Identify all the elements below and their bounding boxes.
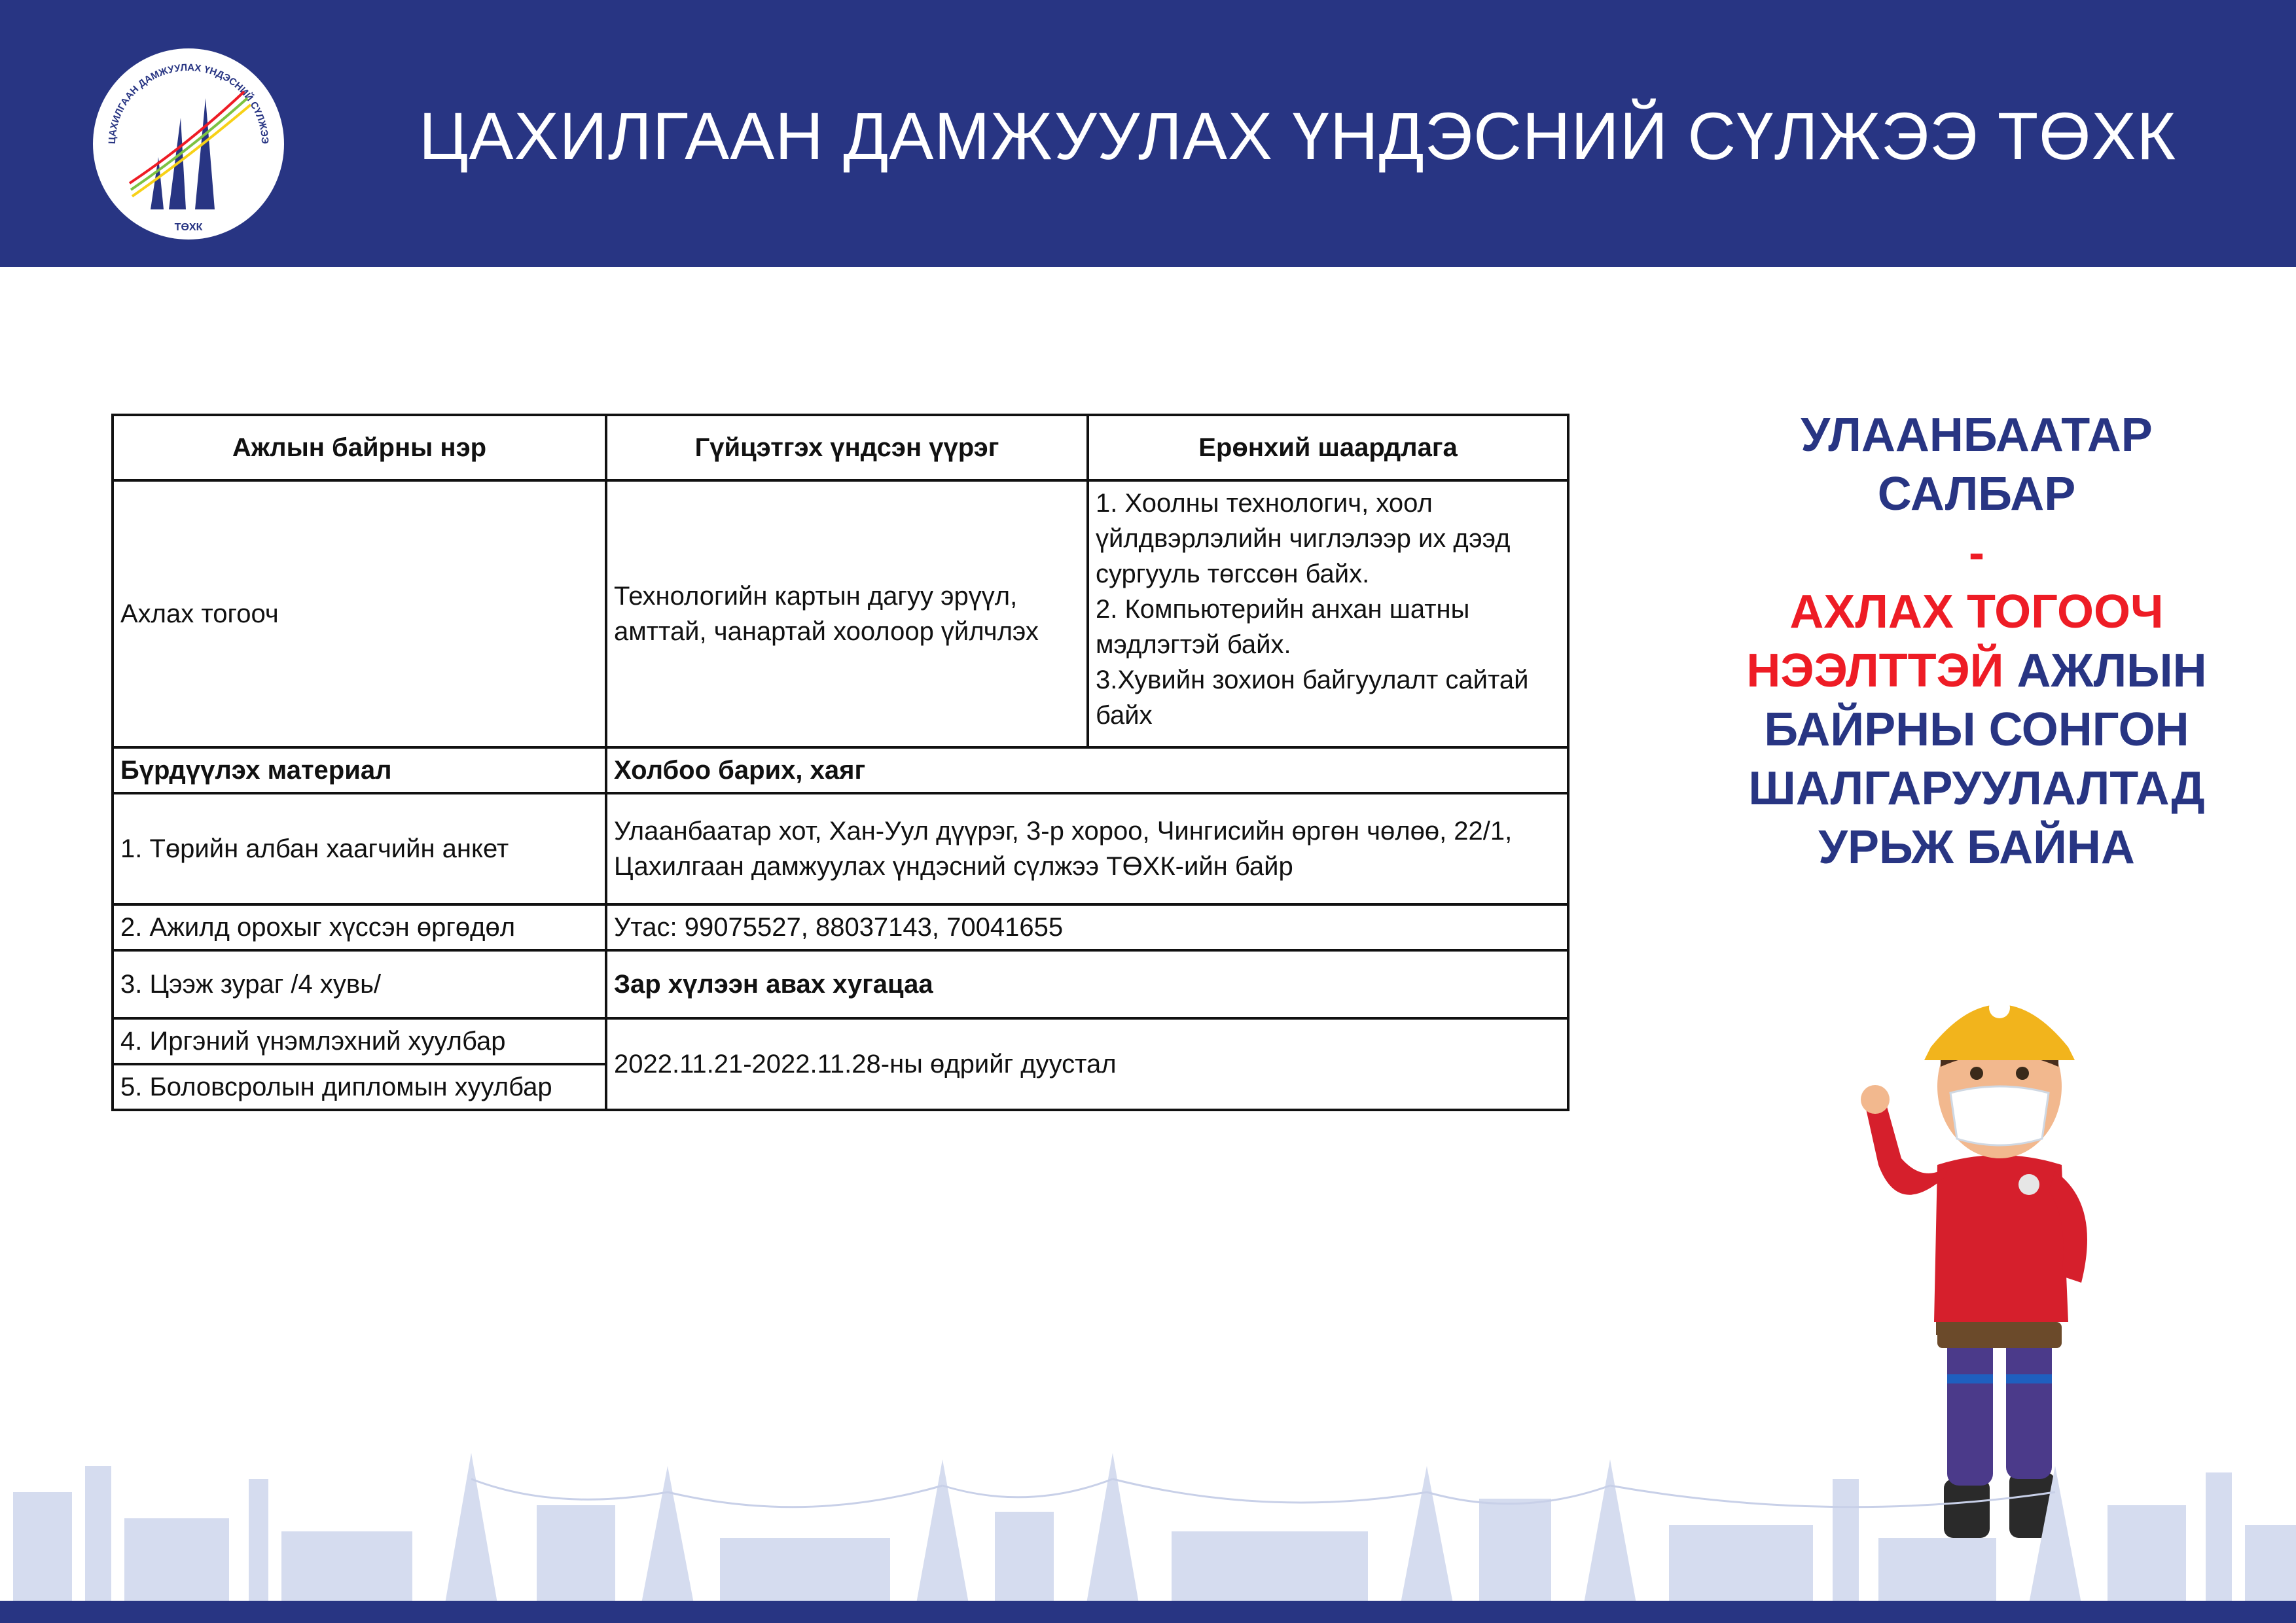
city-skyline-decoration: [0, 1440, 2296, 1603]
column-header-duties: Гүйцэтгэх үндсэн үүрэг: [606, 415, 1088, 480]
material-item: 2. Ажилд орохыг хүссэн өргөдөл: [113, 904, 606, 950]
headline-rest-4: УРЬЖ БАЙНА: [1818, 821, 2135, 874]
table-row: [113, 950, 1568, 1018]
logo-ring-text: ЦАХИЛГААН ДАМЖУУЛАХ ҮНДЭСНИЙ СҮЛЖЭЭ: [106, 62, 271, 145]
contact-header: Холбоо барих, хаяг: [606, 747, 1568, 793]
headline-open-word: НЭЭЛТТЭЙ: [1746, 645, 2004, 697]
logo-bottom-text: ТӨХК: [174, 222, 203, 233]
headline: [1702, 406, 2251, 877]
deadline-cell: 2022.11.21-2022.11.28-ны өдрийг дуустал: [606, 1018, 1568, 1110]
headline-rest-2: БАЙРНЫ СОНГОН: [1764, 704, 2189, 756]
requirement-item: 3.Хувийн зохион байгуулалт сайтай байх: [1096, 666, 1529, 730]
table-row: [113, 904, 1568, 950]
company-logo: [90, 46, 287, 242]
page-title: ЦАХИЛГААН ДАМЖУУЛАХ ҮНДЭСНИЙ СҮЛЖЭЭ ТӨХК: [419, 99, 2176, 173]
material-item: 3. Цээж зураг /4 хувь/: [113, 950, 606, 1018]
column-header-requirements: Ерөнхий шаардлага: [1088, 415, 1568, 480]
headline-open-line: [1702, 641, 2251, 700]
headline-rest-1: АЖЛЫН: [2017, 645, 2207, 697]
bottom-band: [0, 1601, 2296, 1623]
material-item: 1. Төрийн албан хаагчийн анкет: [113, 793, 606, 904]
requirements-cell: [1088, 480, 1568, 747]
table-row: [113, 1018, 1568, 1064]
headline-branch: САЛБАР: [1877, 468, 2076, 520]
table-row-section-headers: [113, 747, 1568, 793]
table-row-job: [113, 480, 1568, 747]
materials-header: Бүрдүүлэх материал: [113, 747, 606, 793]
requirement-item: 2. Компьютерийн анхан шатны мэдлэгтэй байх.: [1096, 595, 1470, 659]
phone-cell: Утас: 99075527, 88037143, 70041655: [606, 904, 1568, 950]
duties-cell: Технологийн картын дагуу эрүүл, амттай, чанартай хоолоор үйлчлэх: [606, 480, 1088, 747]
headline-city: УЛААНБААТАР: [1801, 409, 2153, 461]
job-name-cell: Ахлах тогооч: [113, 480, 606, 747]
material-item: 5. Боловсролын дипломын хуулбар: [113, 1064, 606, 1110]
deadline-header: Зар хүлээн авах хугацаа: [606, 950, 1568, 1018]
table-row: [113, 793, 1568, 904]
material-item: 4. Иргэний үнэмлэхний хуулбар: [113, 1018, 606, 1064]
header-band: [0, 0, 2296, 267]
address-cell: Улаанбаатар хот, Хан-Уул дүүрэг, 3-р хороо, Чингисийн өргөн чөлөө, 22/1, Цахилгаан дамжуулах үндэсний сүлжээ ТӨХК-ийн байр: [606, 793, 1568, 904]
headline-dash: -: [1969, 527, 1984, 579]
table-header-row: [113, 415, 1568, 480]
column-header-job-name: Ажлын байрны нэр: [113, 415, 606, 480]
job-table: [111, 414, 1570, 1111]
requirement-item: 1. Хоолны технологич, хоол үйлдвэрлэлийн чиглэлээр их дээд сургууль төгссөн байх.: [1096, 489, 1511, 588]
headline-rest-3: ШАЛГАРУУЛАЛТАД: [1748, 762, 2205, 815]
headline-position: АХЛАХ ТОГООЧ: [1789, 586, 2164, 638]
